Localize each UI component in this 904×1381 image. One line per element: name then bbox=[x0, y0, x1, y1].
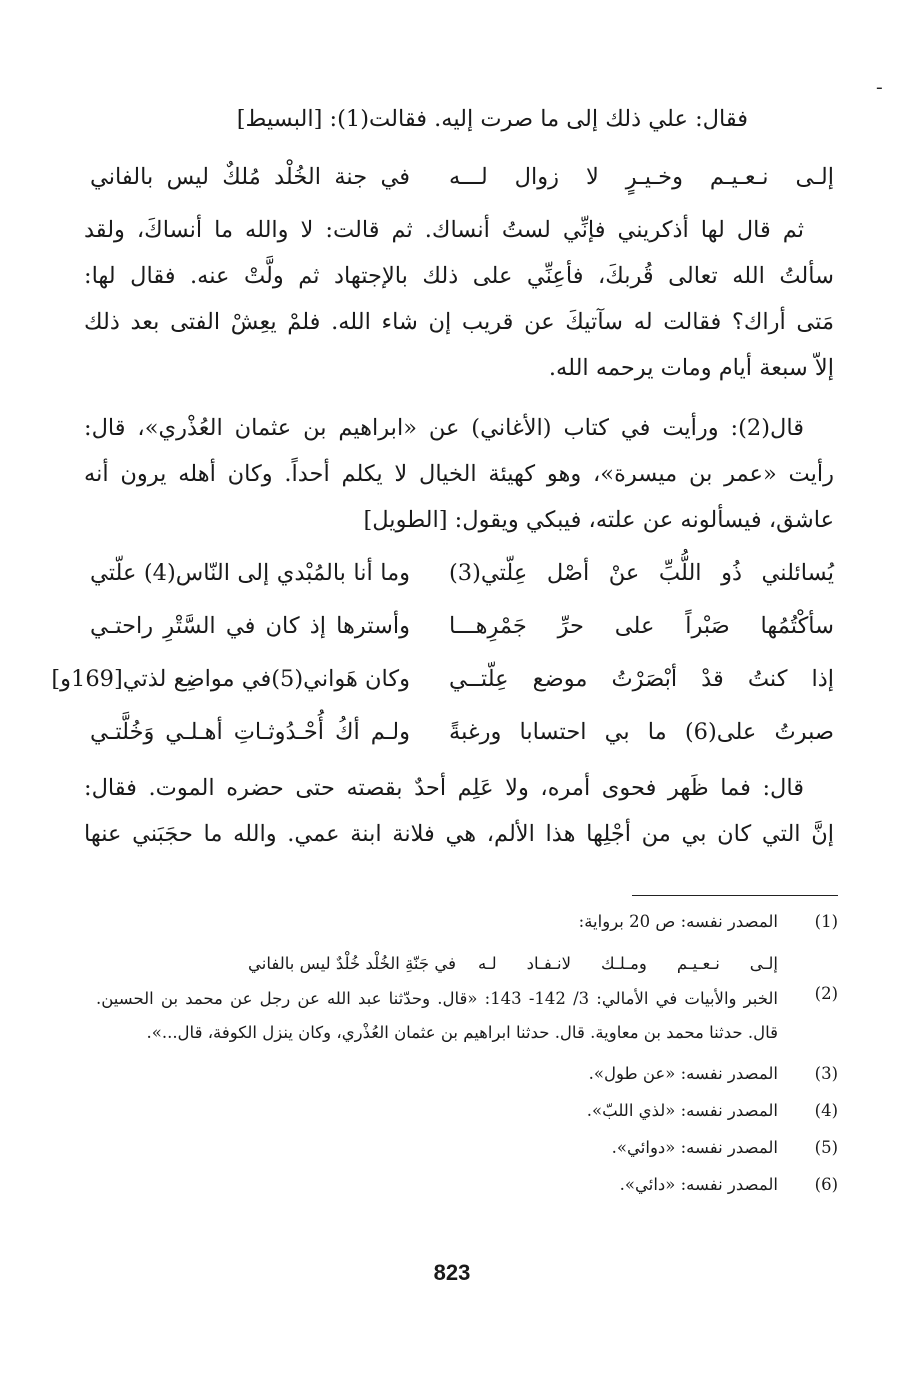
footnote-verse bbox=[96, 944, 838, 982]
footnote-text: المصدر نفسه: «دائي». bbox=[619, 1175, 778, 1194]
footnote-text: المصدر نفسه: «لذي اللبّ». bbox=[586, 1101, 778, 1120]
verse-second-hemistich: في جنة الخُلْد مُلكٌ ليس بالفاني bbox=[90, 163, 410, 190]
verse-second-hemistich: في جَنّةِ الخُلْد خُلْدٌ ليس بالفاني bbox=[247, 953, 456, 973]
footnote-text: المصدر نفسه: «عن طول». bbox=[588, 1064, 778, 1083]
text-line: فقال: علي ذلك إلى ما صرت إليه. فقالت(1): [البسيط] bbox=[236, 106, 748, 132]
verse-row bbox=[90, 599, 834, 652]
paragraph-ending bbox=[84, 765, 834, 857]
footnote-item bbox=[96, 1064, 838, 1101]
poem bbox=[51, 546, 834, 758]
footnote-item bbox=[96, 1101, 838, 1138]
verse-first-hemistich: إلـى نـعـيـم وخـيـرٍ لا زوال لـــه bbox=[449, 163, 834, 190]
verse-row bbox=[90, 705, 834, 758]
text-line: إلاّ سبعة أيام ومات يرحمه الله. bbox=[548, 355, 834, 381]
text-line: مَتى أراك؟ فقالت له سآتيكَ عن قريب إن شاء الله. فلمْ يعِشْ الفتى بعد ذلك bbox=[84, 309, 834, 335]
footnote-separator bbox=[632, 895, 838, 896]
verse-couplet bbox=[90, 150, 834, 203]
footnote-text: المصدر نفسه: «دوائي». bbox=[611, 1138, 778, 1157]
footnote-number: (6) bbox=[814, 1175, 838, 1194]
text-line: عاشق، فيسألونه عن علته، فيبكي ويقول: [الطويل] bbox=[363, 507, 834, 533]
page-number: 823 bbox=[433, 1260, 471, 1285]
verse-second-hemistich: ولـم أكُ أُحْـدُوثـاتِ أهـلـي وَخُلَّتـي bbox=[90, 718, 410, 745]
footnote-item bbox=[96, 982, 838, 1050]
footnote-number: (3) bbox=[814, 1064, 838, 1083]
corner-mark: ـ bbox=[877, 74, 882, 93]
paragraph-dialogue bbox=[84, 207, 834, 391]
verse-row bbox=[51, 652, 834, 705]
verse-second-hemistich: وكان هَواني(5)في مواضِع لذتي[169و] bbox=[51, 665, 410, 692]
text-line: ثم قال لها أذكريني فإنِّي لستُ أنساك. ثم قالت: لا والله ما أنساكَ، ولقد bbox=[84, 217, 804, 243]
text-line: قال: فما ظَهر فحوى أمره، ولا عَلِم أحدٌ بقصته حتى حضره الموت. فقال: bbox=[84, 775, 804, 801]
verse-first-hemistich: سأكْتُمُها صَبْراً على حرِّ جَمْرِهـــا bbox=[449, 612, 834, 639]
verse-second-hemistich: وأسترها إذ كان في السَّتْرِ راحتـي bbox=[90, 612, 410, 639]
text-line: سألتُ الله تعالى قُربكَ، فأعِنِّي على ذلك بالإجتهاد ثم ولَّتْ عنه. فقال لها: bbox=[84, 263, 834, 289]
verse-row bbox=[90, 150, 834, 203]
footnote-number: (2) bbox=[814, 984, 838, 1003]
verse-first-hemistich: يُسائلني ذُو اللُّبِّ عنْ أصْل عِلّتي(3) bbox=[449, 559, 834, 586]
text-line: إنَّ التي كان بي من أجْلِها هذا الألم، هي فلانة ابنة عمي. والله ما حجَبَني عنها bbox=[84, 821, 834, 847]
verse-first-hemistich: إلـى نـعـيـم ومـلـك لانـفـاد لـه bbox=[478, 953, 778, 973]
verse-first-hemistich: صبرتُ على(6) ما بي احتسابا ورغبةً bbox=[449, 718, 834, 745]
spacer bbox=[96, 1050, 838, 1064]
footnote-number: (5) bbox=[814, 1138, 838, 1157]
footnote-text: المصدر نفسه: ص 20 برواية: bbox=[578, 912, 778, 931]
footnote-item bbox=[96, 912, 838, 944]
paragraph-narration bbox=[84, 405, 834, 543]
verse-second-hemistich: وما أنا بالمُبْدي إلى النّاس(4) علّتي bbox=[90, 559, 410, 586]
footnote-number: (1) bbox=[814, 912, 838, 931]
verse-row bbox=[90, 546, 834, 599]
footnote-item bbox=[96, 1175, 838, 1212]
footnote-text: الخبر والأبيات في الأمالي: 3/ 142- 143: «قال. وحدّثنا عبد الله عن رجل عن محمد بن الحسين. قال. حدثنا محمد بن معاوية. قال. حدثنا ابراهيم بن عثمان العُذْري، وكان ينزل الكوفة، قال...». bbox=[96, 989, 779, 1042]
text-line: رأيت «عمر بن ميسرة»، وهو كهيئة الخيال لا يكلم أحداً. وكان أهله يرون أنه bbox=[84, 461, 834, 487]
footnote-number: (4) bbox=[814, 1101, 838, 1120]
text-line: قال(2): ورأيت في كتاب (الأغاني) عن «ابراهيم بن عثمان العُذْري»، قال: bbox=[84, 415, 804, 441]
footnotes bbox=[96, 912, 838, 1212]
opening-line bbox=[84, 96, 834, 142]
verse-first-hemistich: إذا كنتُ قدْ أبْصَرْتُ موضع عِلّتــي bbox=[449, 665, 834, 692]
footnote-item bbox=[96, 1138, 838, 1175]
